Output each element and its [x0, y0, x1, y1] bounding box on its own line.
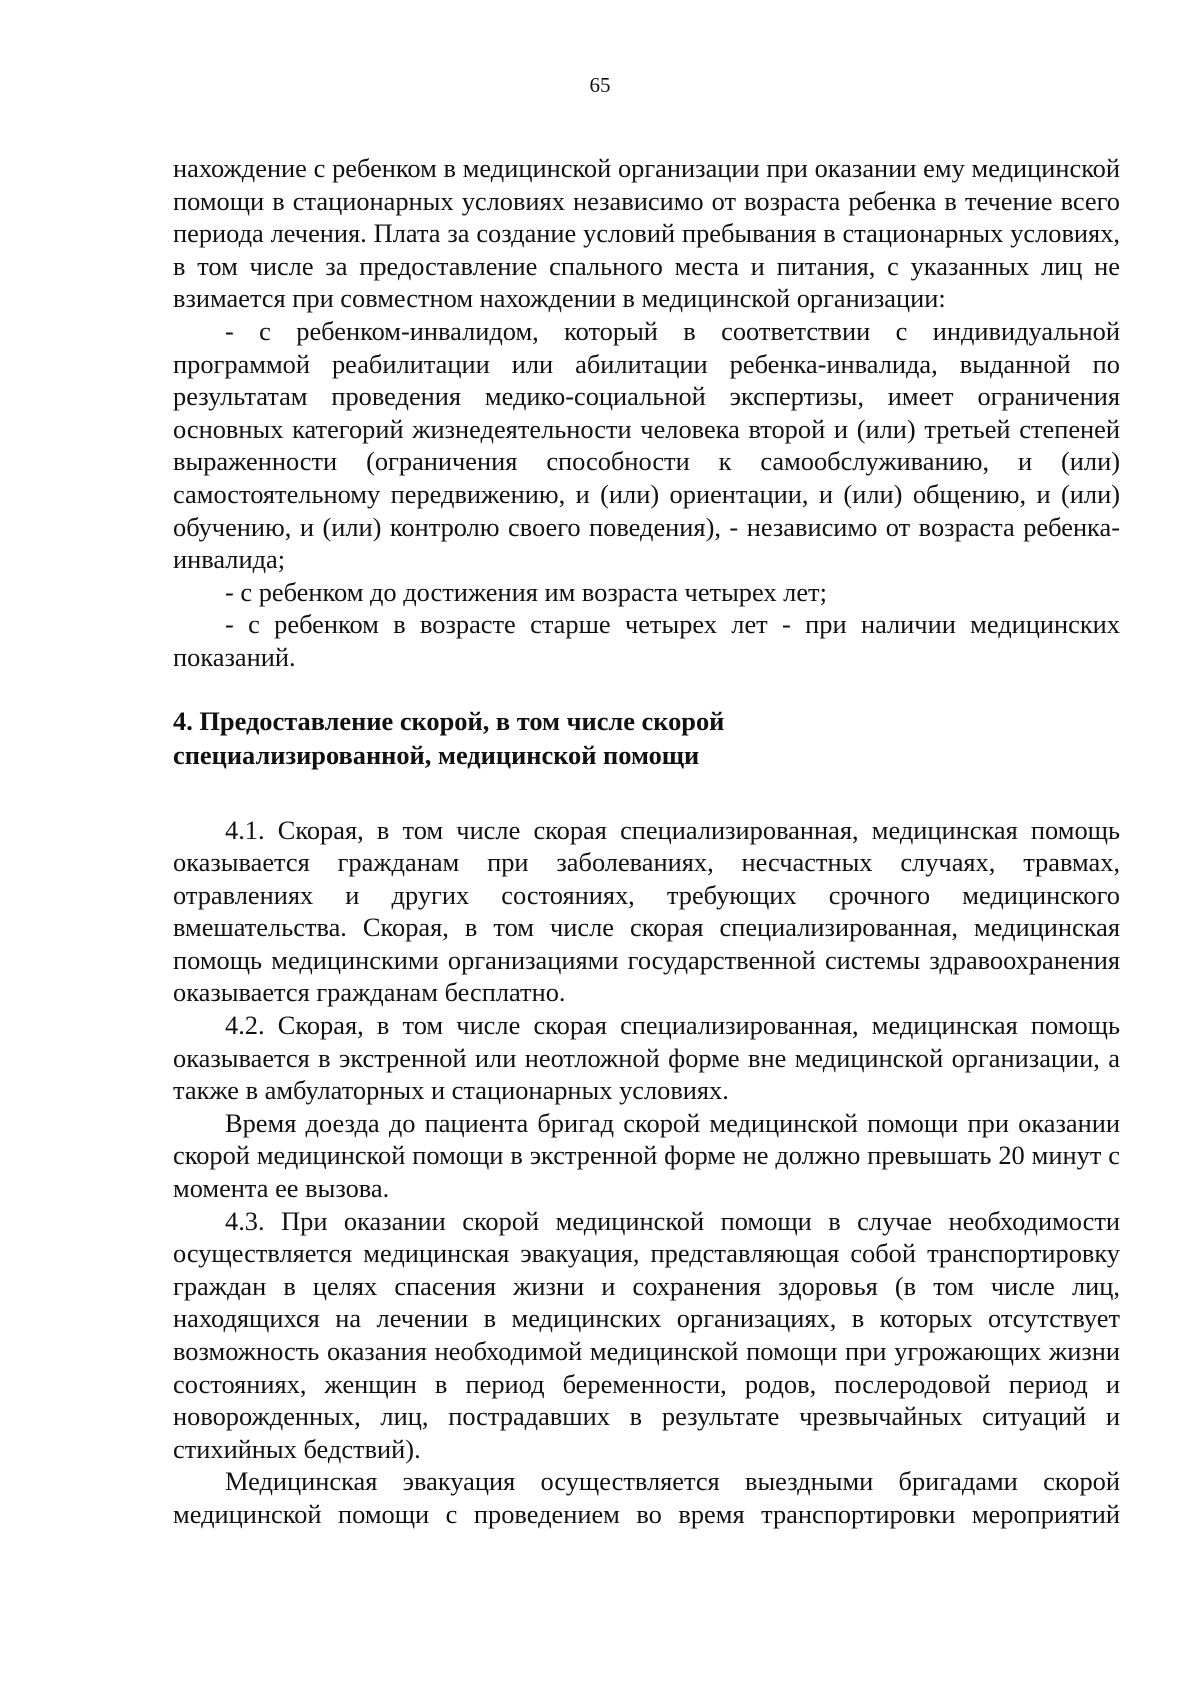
paragraph: Медицинская эвакуация осуществляется выездными бригадами скорой медицинской помощи с проведением во время транспортировки мероприятий [173, 1466, 1120, 1529]
section-title-line-2: специализированной, медицинской помощи [173, 739, 700, 770]
paragraph: 4.1. Скорая, в том числе скорая специализированная, медицинская помощь оказывается гражданам при заболеваниях, несчастных случаях, травмах, отравлениях и других состояниях, требующих срочного медицинского вмешательства. Скорая, в том числе скорая специализированная, медицинская помощь медицинскими организациями государственной системы здравоохранения оказывается гражданам бесплатно. [173, 814, 1120, 1008]
list-item: - с ребенком-инвалидом, который в соответствии с индивидуальной программой реабилитации или абилитации ребенка-инвалида, выданной по результатам проведения медико-социальной экспертизы, имеет ограничения основных категорий жизнедеятельности человека второй и (или) третьей степеней выраженности (ограничения способности к самообслуживанию, и (или) самостоятельному передвижению, и (или) ориентации, и (или) общению, и (или) обучению, и (или) контролю своего поведения), - независимо от возраста ребенка-инвалида; [173, 315, 1120, 575]
document-body [173, 152, 1120, 1531]
list-item: - с ребенком в возрасте старше четырех лет - при наличии медицинских показаний. [173, 609, 1120, 672]
list-item: - с ребенком до достижения им возраста четырех лет; [225, 576, 827, 607]
paragraph: 4.2. Скорая, в том числе скорая специализированная, медицинская помощь оказывается в экстренной или неотложной форме вне медицинской организации, а также в амбулаторных и стационарных условиях. [173, 1010, 1120, 1106]
section-heading [173, 704, 1120, 772]
paragraph: Время доезда до пациента бригад скорой медицинской помощи при оказании скорой медицинской помощи в экстренной форме не должно превышать 20 минут с момента ее вызова. [173, 1107, 1120, 1204]
page-number: 65 [589, 73, 611, 97]
section-title-line-1: 4. Предоставление скорой, в том числе скорой [173, 705, 725, 736]
paragraph: нахождение с ребенком в медицинской организации при оказании ему медицинской помощи в стационарных условиях независимо от возраста ребенка в течение всего периода лечения. Плата за создание условий пребывания в стационарных условиях, в том числе за предоставление спального места и питания, с указанных лиц не взимается при совместном нахождении в медицинской организации: [173, 153, 1120, 314]
paragraph: 4.3. При оказании скорой медицинской помощи в случае необходимости осуществляется медицинская эвакуация, представляющая собой транспортировку граждан в целях спасения жизни и сохранения здоровья (в том числе лиц, находящихся на лечении в медицинских организациях, в которых отсутствует возможность оказания необходимой медицинской помощи при угрожающих жизни состояниях, женщин в период беременности, родов, послеродовой период и новорожденных, лиц, пострадавших в результате чрезвычайных ситуаций и стихийных бедствий). [173, 1205, 1120, 1464]
